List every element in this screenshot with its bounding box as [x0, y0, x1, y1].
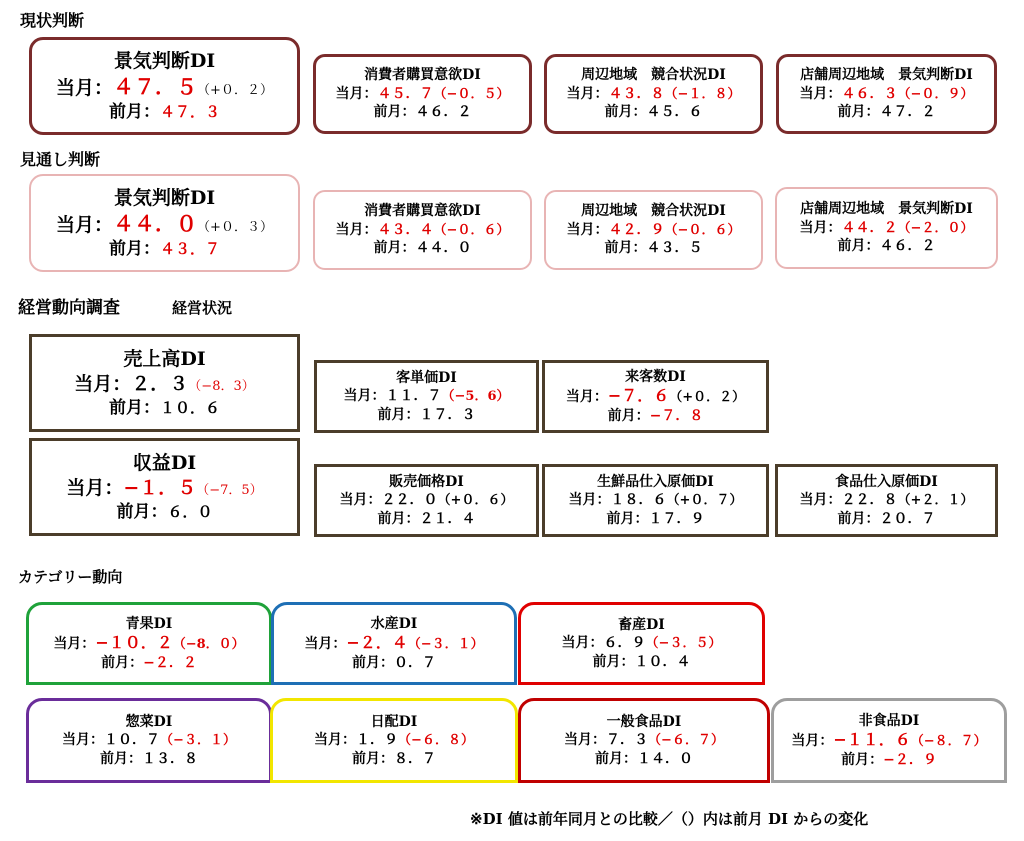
current-month-value: １１．７ — [385, 388, 442, 405]
previous-month-label: 前月： — [592, 653, 635, 670]
previous-month-label: 前月： — [837, 238, 880, 255]
change-value: （+０．３） — [197, 220, 273, 236]
previous-month-label: 前月： — [604, 240, 647, 257]
change-value: （−３．１） — [407, 637, 484, 653]
previous-month-value: １４．０ — [637, 750, 693, 767]
previous-month-value: ４５．６ — [646, 104, 703, 121]
change-value: （−０．５） — [433, 86, 510, 102]
box-title: 収益DI — [132, 452, 197, 475]
current-month-value: −１０．２ — [95, 633, 173, 653]
change-value: （−３．１） — [160, 733, 236, 749]
current-store-area-di-box — [776, 54, 997, 134]
outlook-consumer-di-box — [313, 190, 532, 270]
previous-month-value: １７．３ — [419, 406, 476, 423]
box-title: 周辺地域 競合状況DI — [581, 67, 726, 84]
current-month-label: 当月： — [339, 492, 382, 509]
previous-month-label: 前月： — [377, 406, 420, 423]
previous-month-value: １０．６ — [159, 398, 220, 417]
box-title: 水産DI — [370, 615, 418, 632]
current-month-label: 当月： — [62, 732, 105, 749]
previous-month-label: 前月： — [373, 104, 416, 121]
sales-di-box — [29, 334, 300, 432]
box-title: 店舗周辺地域 景気判断DI — [800, 67, 973, 84]
previous-month-value: ４３．５ — [646, 240, 703, 257]
current-month-label: 当月： — [343, 388, 386, 405]
box-title: 消費者購買意欲DI — [364, 67, 481, 84]
food-cost-di-box — [775, 464, 998, 537]
change-value: （−２．０） — [897, 220, 974, 236]
change-value: （−３．５） — [645, 636, 722, 652]
change-value: （−６．８） — [398, 733, 474, 749]
previous-month-label: 前月： — [377, 510, 420, 527]
current-month-value: ４６．３ — [841, 85, 898, 102]
current-month-value: ４４．０ — [113, 211, 198, 237]
previous-month-label: 前月： — [116, 501, 168, 522]
previous-month-value: １７．９ — [648, 510, 705, 527]
section-management-survey: 経営動向調査 — [18, 298, 120, 318]
fresh-cost-di-box — [542, 464, 769, 537]
previous-month-label: 前月： — [101, 654, 144, 671]
previous-month-label: 前月： — [595, 750, 637, 767]
previous-month-label: 前月： — [373, 240, 416, 257]
previous-month-label: 前月： — [108, 102, 160, 123]
current-month-label: 当月： — [74, 372, 132, 395]
previous-month-label: 前月： — [352, 654, 394, 671]
current-month-label: 当月： — [791, 733, 834, 750]
current-month-value: ４３．８ — [608, 85, 665, 102]
change-value: （−8．０） — [172, 637, 245, 653]
box-title: 景気判断DI — [113, 49, 216, 72]
change-value: （+０．２） — [669, 390, 746, 406]
change-value: （−０．６） — [664, 222, 741, 238]
box-title: 一般食品DI — [606, 713, 682, 730]
previous-month-label: 前月： — [352, 750, 394, 767]
current-month-label: 当月： — [566, 221, 609, 238]
current-month-value: ２２．０ — [381, 492, 438, 509]
previous-month-value: ４３．７ — [159, 240, 220, 259]
previous-month-value: ４６．２ — [415, 104, 472, 121]
section-outlook-judgement: 見通し判断 — [20, 150, 101, 169]
previous-month-value: １０．４ — [634, 653, 691, 670]
change-value: （+０．２） — [197, 83, 273, 99]
category-deli-box — [26, 698, 272, 783]
current-month-label: 当月： — [564, 732, 607, 749]
current-month-label: 当月： — [53, 636, 96, 653]
section-current-judgement: 現状判断 — [20, 11, 85, 30]
previous-month-value: １３．８ — [142, 750, 198, 767]
current-month-value: ２２．８ — [841, 492, 898, 509]
previous-month-value: ２１．４ — [419, 510, 476, 527]
previous-month-value: ０．７ — [394, 654, 436, 671]
outlook-competition-di-box — [544, 190, 763, 270]
previous-month-value: ２０．７ — [879, 510, 936, 527]
change-value: （−8．3） — [188, 378, 255, 394]
section-category-trend: カテゴリー動向 — [18, 568, 123, 586]
previous-month-value: ４４．０ — [415, 240, 472, 257]
change-value: （+０．７） — [666, 493, 743, 509]
box-title: 販売価格DI — [389, 473, 464, 490]
box-title: 周辺地域 競合状況DI — [581, 203, 726, 220]
box-title: 景気判断DI — [113, 186, 216, 209]
change-value: （+２．１） — [897, 493, 974, 509]
current-month-value: ４７．５ — [113, 74, 198, 100]
current-month-label: 当月： — [56, 214, 114, 237]
box-title: 消費者購買意欲DI — [364, 203, 481, 220]
section-management-status: 経営状況 — [172, 299, 233, 317]
previous-month-label: 前月： — [841, 751, 884, 768]
previous-month-label: 前月： — [108, 397, 160, 418]
outlook-store-area-di-box — [775, 187, 998, 269]
previous-month-value: ４７．３ — [159, 103, 220, 122]
current-month-value: １０．７ — [104, 732, 161, 749]
box-title: 食品仕入原価DI — [835, 473, 938, 490]
previous-month-value: −７．８ — [649, 407, 704, 424]
current-month-label: 当月： — [66, 476, 124, 499]
profit-di-box — [29, 438, 300, 536]
unit-price-di-box — [314, 360, 539, 433]
previous-month-label: 前月： — [607, 407, 650, 424]
previous-month-value: −２．９ — [883, 751, 937, 768]
current-month-label: 当月： — [561, 635, 604, 652]
current-month-value: １８．６ — [610, 492, 667, 509]
current-month-value: ４２．９ — [608, 221, 665, 238]
current-month-label: 当月： — [799, 492, 842, 509]
outlook-business-di-box — [29, 174, 300, 272]
previous-month-label: 前月： — [108, 239, 160, 260]
customer-count-di-box — [542, 360, 769, 433]
change-value: （−5．6） — [441, 389, 510, 405]
change-value: （+０．６） — [437, 493, 514, 509]
selling-price-di-box — [314, 464, 539, 537]
box-title: 店舗周辺地域 景気判断DI — [800, 201, 973, 218]
current-month-value: ２．３ — [131, 372, 189, 395]
current-month-label: 当月： — [566, 85, 609, 102]
previous-month-value: ６．０ — [167, 502, 213, 521]
box-title: 畜産DI — [618, 616, 665, 633]
previous-month-value: −２．２ — [143, 654, 197, 671]
current-month-label: 当月： — [304, 636, 347, 653]
current-consumer-di-box — [313, 54, 532, 134]
previous-month-value: ４７．２ — [879, 104, 936, 121]
current-month-value: −１１．６ — [833, 730, 911, 750]
category-seafood-box — [271, 602, 517, 685]
current-business-di-box — [29, 37, 300, 135]
box-title: 惣菜DI — [125, 713, 173, 730]
previous-month-value: ８．７ — [394, 750, 436, 767]
box-title: 来客数DI — [625, 368, 686, 385]
change-value: （−１．８） — [664, 86, 741, 102]
previous-month-label: 前月： — [100, 750, 142, 767]
box-title: 売上高DI — [123, 348, 206, 371]
current-month-value: −７．６ — [607, 386, 670, 406]
current-month-label: 当月： — [335, 221, 378, 238]
current-month-value: ４４．２ — [841, 219, 898, 236]
current-month-value: −１．５ — [123, 476, 197, 499]
previous-month-label: 前月： — [837, 510, 880, 527]
previous-month-value: ４６．２ — [879, 238, 936, 255]
previous-month-label: 前月： — [837, 104, 880, 121]
category-general-food-box — [518, 698, 770, 783]
current-month-label: 当月： — [335, 85, 378, 102]
previous-month-label: 前月： — [604, 104, 647, 121]
current-competition-di-box — [544, 54, 763, 134]
current-month-value: ６．９ — [603, 635, 646, 652]
change-value: （−7．5） — [196, 482, 263, 498]
current-month-label: 当月： — [568, 492, 611, 509]
change-value: （−８．７） — [910, 734, 987, 750]
previous-month-label: 前月： — [606, 510, 649, 527]
current-month-value: ４５．７ — [377, 85, 434, 102]
current-month-label: 当月： — [799, 85, 842, 102]
box-title: 非食品DI — [858, 712, 920, 729]
footnote: ※DI 値は前年同月との比較／（）内は前月 DI からの変化 — [470, 810, 869, 828]
current-month-label: 当月： — [565, 389, 608, 406]
change-value: （−０．６） — [433, 222, 510, 238]
category-non-food-box — [771, 698, 1007, 783]
box-title: 日配DI — [370, 713, 418, 730]
box-title: 生鮮品仕入原価DI — [597, 473, 714, 490]
change-value: （−０．９） — [897, 86, 974, 102]
current-month-label: 当月： — [799, 219, 842, 236]
category-daily-box — [270, 698, 518, 783]
category-meat-box — [518, 602, 765, 685]
current-month-label: 当月： — [314, 732, 357, 749]
current-month-value: ７．３ — [606, 732, 649, 749]
box-title: 青果DI — [125, 615, 173, 632]
change-value: （−６．７） — [648, 733, 724, 749]
current-month-value: ４３．４ — [377, 221, 434, 238]
box-title: 客単価DI — [396, 369, 457, 386]
current-month-value: −２．４ — [346, 633, 408, 653]
current-month-label: 当月： — [56, 77, 114, 100]
current-month-value: １．９ — [356, 732, 399, 749]
category-produce-box — [26, 602, 272, 685]
